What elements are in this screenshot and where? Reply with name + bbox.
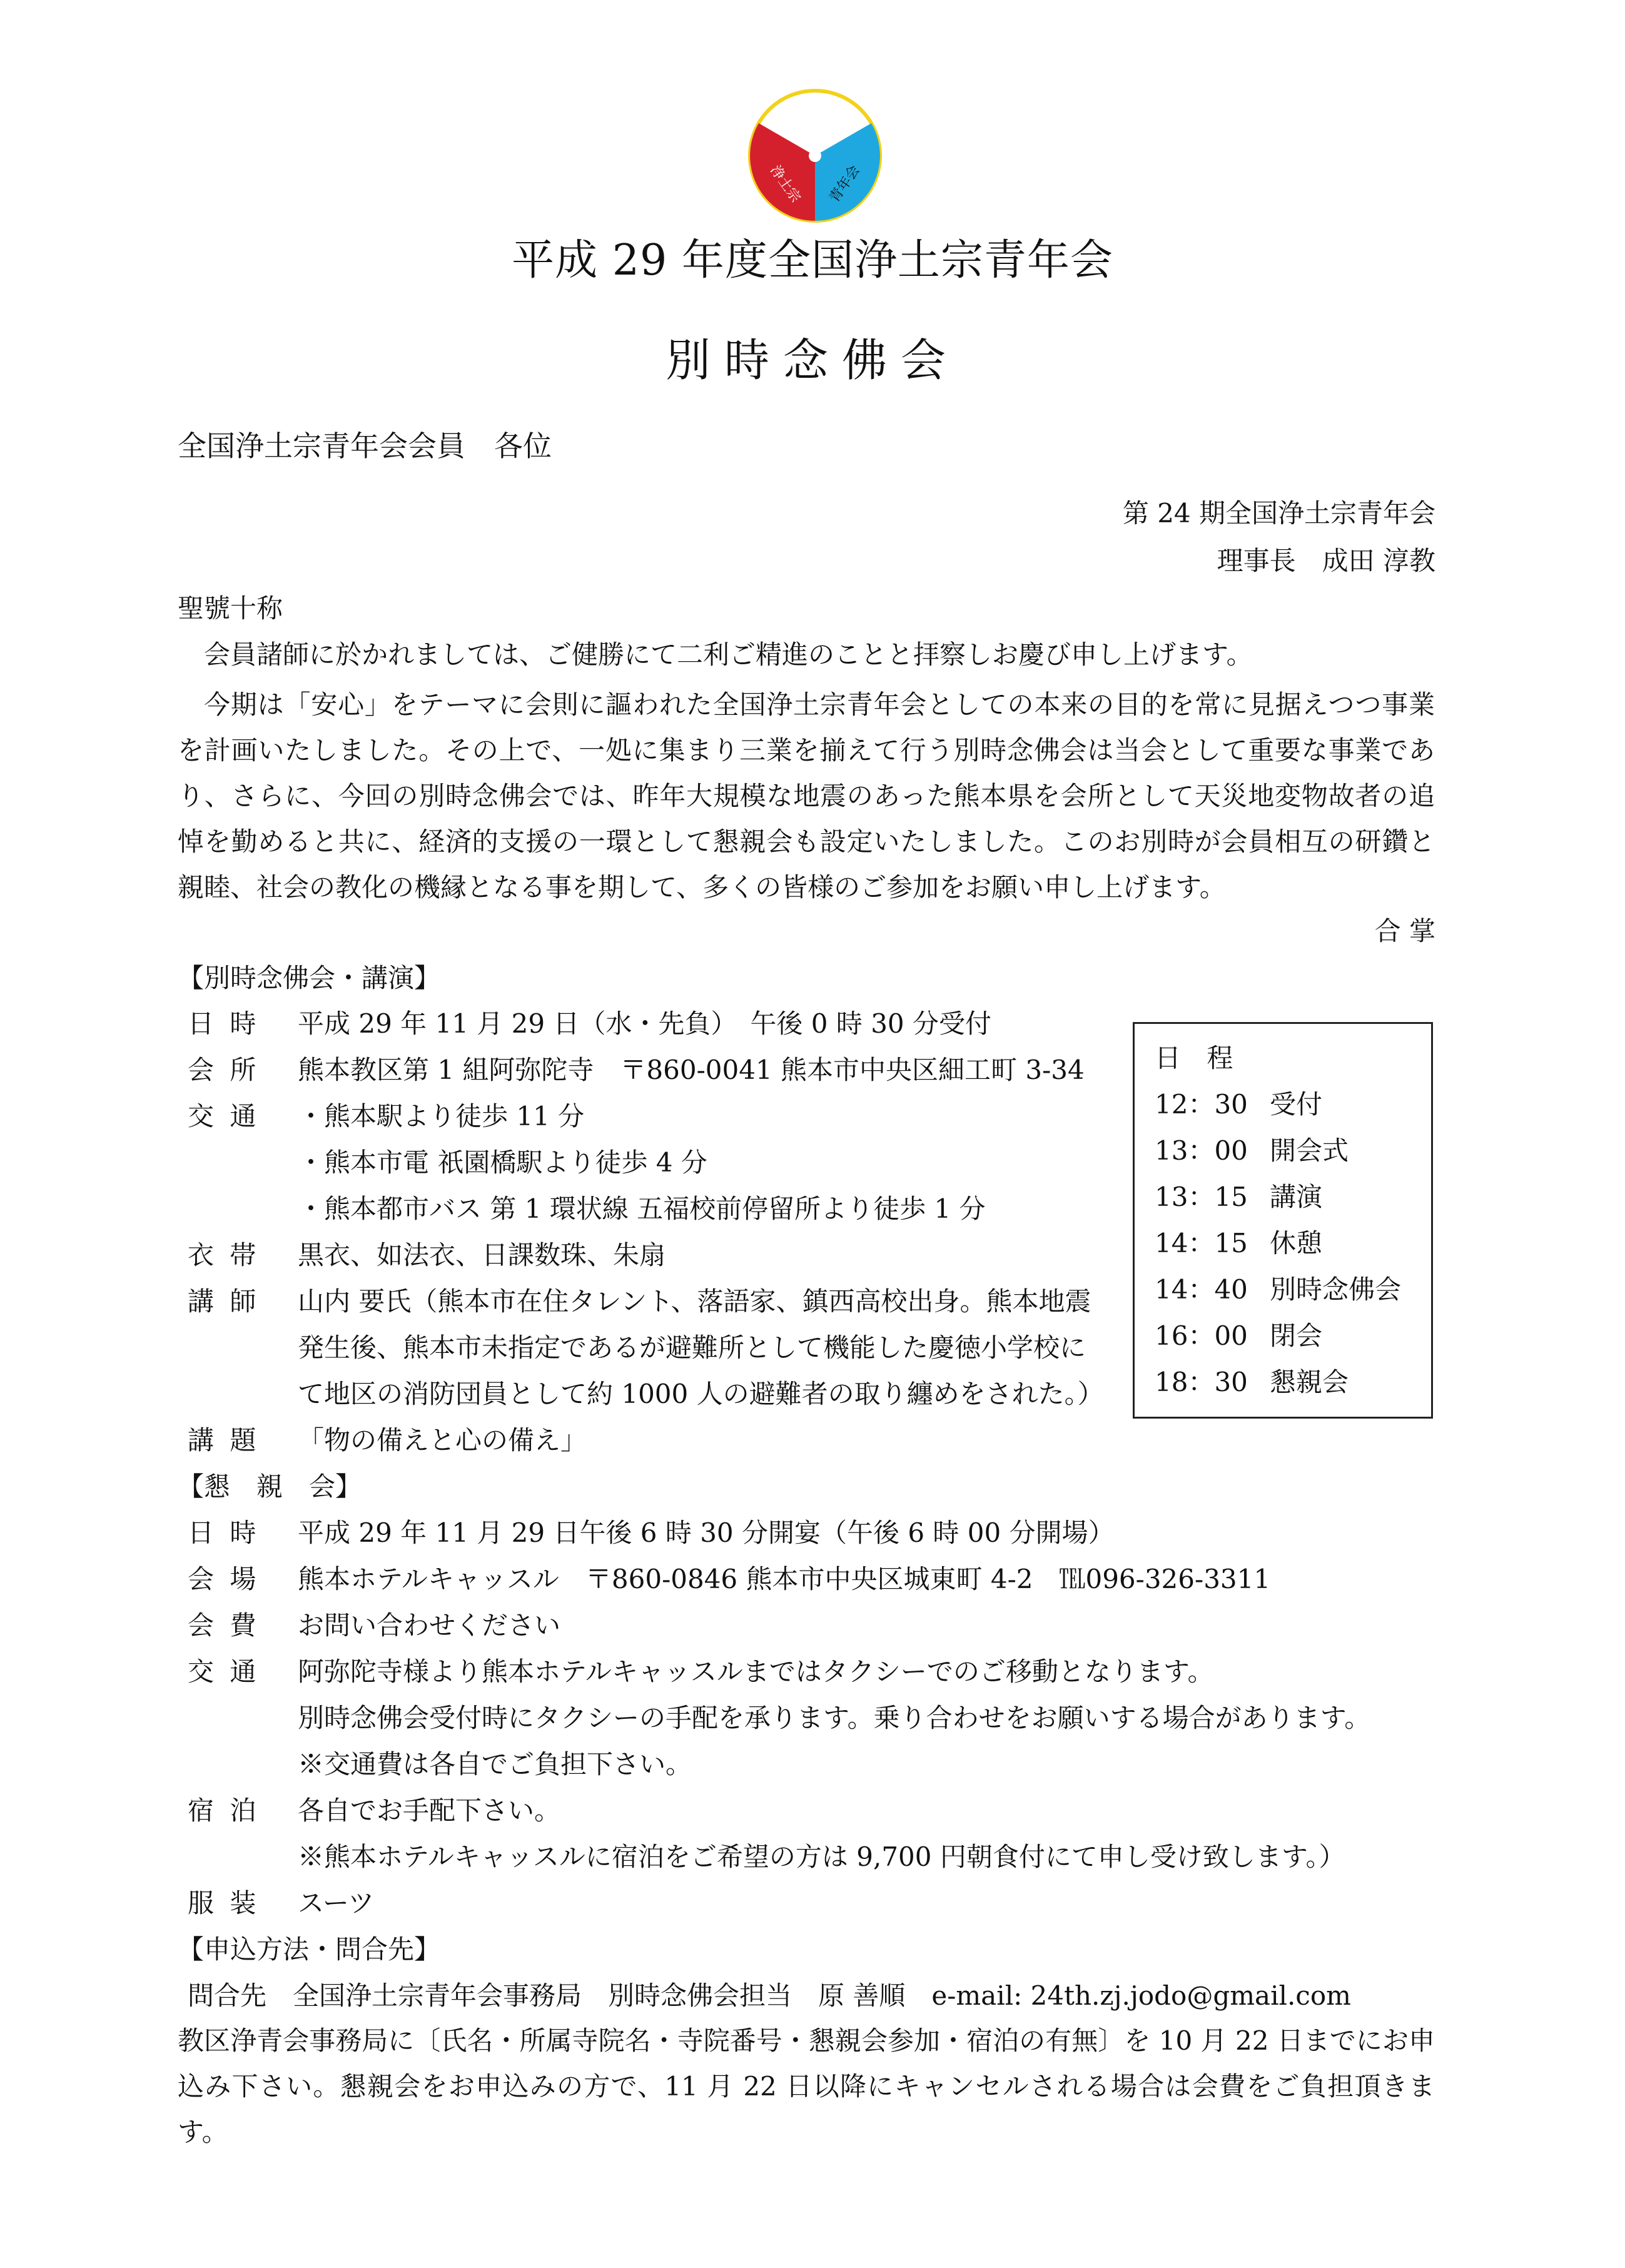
sender-name: 理事長 成田 淳教 xyxy=(1217,545,1435,576)
date-label: 日 時 xyxy=(188,1008,260,1039)
fee-value: お問い合わせください xyxy=(298,1610,561,1641)
date-label: 日 時 xyxy=(188,1517,260,1548)
title-line1: 平成 29 年度全国浄土宗青年会 xyxy=(512,236,1113,285)
lodging-value-2: ※熊本ホテルキャッスルに宿泊をご希望の方は 9,700 円朝食付にて申し受け致します。） xyxy=(298,1841,1345,1872)
logo-text-left: 浄土宗 xyxy=(767,163,804,206)
schedule-item xyxy=(1155,1084,1322,1121)
schedule-item xyxy=(1155,1362,1349,1399)
topic-value: 「物の備えと心の備え」 xyxy=(298,1425,587,1455)
section1-access-row xyxy=(188,1098,584,1135)
schedule-label: 開会式 xyxy=(1270,1135,1349,1166)
section1-date-row xyxy=(188,1006,991,1042)
schedule-time: 14：40 xyxy=(1155,1274,1248,1305)
section1-topic-row xyxy=(188,1422,587,1459)
schedule-item xyxy=(1155,1177,1322,1214)
seinenkai-logo xyxy=(746,86,884,225)
dress-label: 衣 帯 xyxy=(188,1240,260,1270)
date-value: 平成 29 年 11 月 29 日午後 6 時 30 分開宴（午後 6 時 00 分開場） xyxy=(298,1517,1115,1548)
schedule-item xyxy=(1155,1223,1322,1260)
attire-value: スーツ xyxy=(298,1888,375,1918)
application-text: 教区浄青会事務局に〔氏名・所属寺院名・寺院番号・懇親会参加・宿泊の有無〕を 10 月 22 日までにお申込み下さい。懇親会をお申込みの方で、11 月 22 日以降にキャンセルされる場合は会費をご負担頂きます。 xyxy=(178,2025,1435,2147)
schedule-label: 別時念佛会 xyxy=(1270,1274,1402,1305)
lodging-label: 宿 泊 xyxy=(188,1795,260,1826)
schedule-time: 13：00 xyxy=(1155,1135,1248,1166)
attire-label: 服 装 xyxy=(188,1888,260,1918)
access-value-3: ※交通費は各自でご負担下さい。 xyxy=(298,1749,692,1779)
schedule-box xyxy=(1133,1022,1433,1419)
access-value-2: 別時念佛会受付時にタクシーの手配を承ります。乗り合わせをお願いする場合があります。 xyxy=(298,1703,1371,1733)
section2-access-row xyxy=(188,1654,1214,1690)
lecturer-value-3: て地区の消防団員として約 1000 人の避難者の取り纏めをされた。） xyxy=(298,1379,1104,1409)
sender-org: 第 24 期全国浄土宗青年会 xyxy=(1122,498,1435,529)
greeting: 聖號十称 xyxy=(178,593,283,624)
title-line2: 別時念佛会 xyxy=(665,334,959,387)
body-paragraph-2: 今期は「安心」をテーマに会則に謳われた全国浄土宗青年会としての本来の目的を常に見据えつつ事業を計画いたしました。その上で、一処に集まり三業を揃えて行う別時念佛会は当会として重要な事業であり、さらに、今回の別時念佛会では、昨年大規模な地震のあった熊本県を会所として天災地変物故者の追悼を勤めると共に、経済的支援の一環として懇親会も設定いたしました。このお別時が会員相互の研鑽と親睦、社会の教化の機縁となる事を期して、多くの皆様のご参加をお願い申し上げます。 xyxy=(178,689,1435,903)
schedule-time: 14：15 xyxy=(1155,1228,1248,1258)
access-value-1: 阿弥陀寺様より熊本ホテルキャッスルまではタクシーでのご移動となります。 xyxy=(298,1656,1214,1687)
schedule-time: 16：00 xyxy=(1155,1320,1248,1351)
schedule-time: 13：15 xyxy=(1155,1182,1248,1212)
schedule-heading: 日 程 xyxy=(1155,1043,1242,1073)
schedule-time: 18：30 xyxy=(1155,1367,1248,1397)
schedule-item xyxy=(1155,1130,1349,1168)
section1-dress-row xyxy=(188,1237,666,1273)
section2-lodging-row xyxy=(188,1793,560,1829)
access-value-3: ・熊本都市バス 第 1 環状線 五福校前停留所より徒歩 1 分 xyxy=(298,1193,986,1224)
logo-text-right: 青年会 xyxy=(826,163,863,206)
section2-venue-row xyxy=(188,1561,1270,1597)
dress-value: 黒衣、如法衣、日課数珠、朱扇 xyxy=(298,1240,666,1270)
section1-venue-row xyxy=(188,1052,1085,1088)
venue-label: 会 場 xyxy=(188,1564,260,1594)
schedule-item xyxy=(1155,1269,1401,1307)
body-paragraph-1: 会員諸師に於かれましては、ご健勝にて二利ご精進のことと拝察しお慶び申し上げます。 xyxy=(204,639,1253,670)
schedule-item xyxy=(1155,1315,1322,1353)
schedule-label: 休憩 xyxy=(1270,1228,1323,1258)
access-label: 交 通 xyxy=(188,1656,260,1687)
lecturer-label: 講 師 xyxy=(188,1286,260,1317)
section3-heading: 【申込方法・問合先】 xyxy=(178,1934,441,1965)
schedule-label: 講演 xyxy=(1270,1182,1323,1212)
access-value-2: ・熊本市電 祇園橋駅より徒歩 4 分 xyxy=(298,1147,707,1178)
lecturer-value-2: 発生後、熊本市未指定であるが避難所として機能した慶徳小学校に xyxy=(298,1332,1086,1363)
contact-line: 問合先 全国浄土宗青年会事務局 別時念佛会担当 原 善順 e-mail: 24th.zj.jodo@gmail.com xyxy=(188,1980,1351,2011)
addressee: 全国浄土宗青年会会員 各位 xyxy=(178,429,552,463)
lodging-value-1: 各自でお手配下さい。 xyxy=(298,1795,561,1826)
schedule-time: 12：30 xyxy=(1155,1089,1248,1120)
schedule-label: 閉会 xyxy=(1270,1320,1323,1351)
lecturer-value-1: 山内 要氏（熊本市在住タレント、落語家、鎮西高校出身。熊本地震 xyxy=(298,1286,1091,1317)
section2-heading: 【懇 親 会】 xyxy=(178,1471,362,1502)
venue-value: 熊本ホテルキャッスル 〒860-0846 熊本市中央区城東町 4-2 ℡096-326-3311 xyxy=(298,1564,1271,1594)
schedule-label: 懇親会 xyxy=(1270,1367,1349,1397)
access-label: 交 通 xyxy=(188,1101,260,1131)
section2-date-row xyxy=(188,1515,1115,1551)
schedule-label: 受付 xyxy=(1270,1089,1323,1120)
venue-label: 会 所 xyxy=(188,1055,260,1085)
fee-label: 会 費 xyxy=(188,1610,260,1641)
section2-fee-row xyxy=(188,1607,560,1644)
date-value: 平成 29 年 11 月 29 日（水・先負） 午後 0 時 30 分受付 xyxy=(298,1008,992,1039)
section1-heading: 【別時念佛会・講演】 xyxy=(178,963,441,993)
topic-label: 講 題 xyxy=(188,1425,260,1455)
access-value-1: ・熊本駅より徒歩 11 分 xyxy=(298,1101,585,1131)
section1-lecturer-row xyxy=(188,1283,1091,1320)
venue-value: 熊本教区第 1 組阿弥陀寺 〒860-0041 熊本市中央区細工町 3-34 xyxy=(298,1055,1085,1085)
section2-attire-row xyxy=(188,1885,374,1921)
closing-gassho: 合 掌 xyxy=(1374,916,1435,946)
